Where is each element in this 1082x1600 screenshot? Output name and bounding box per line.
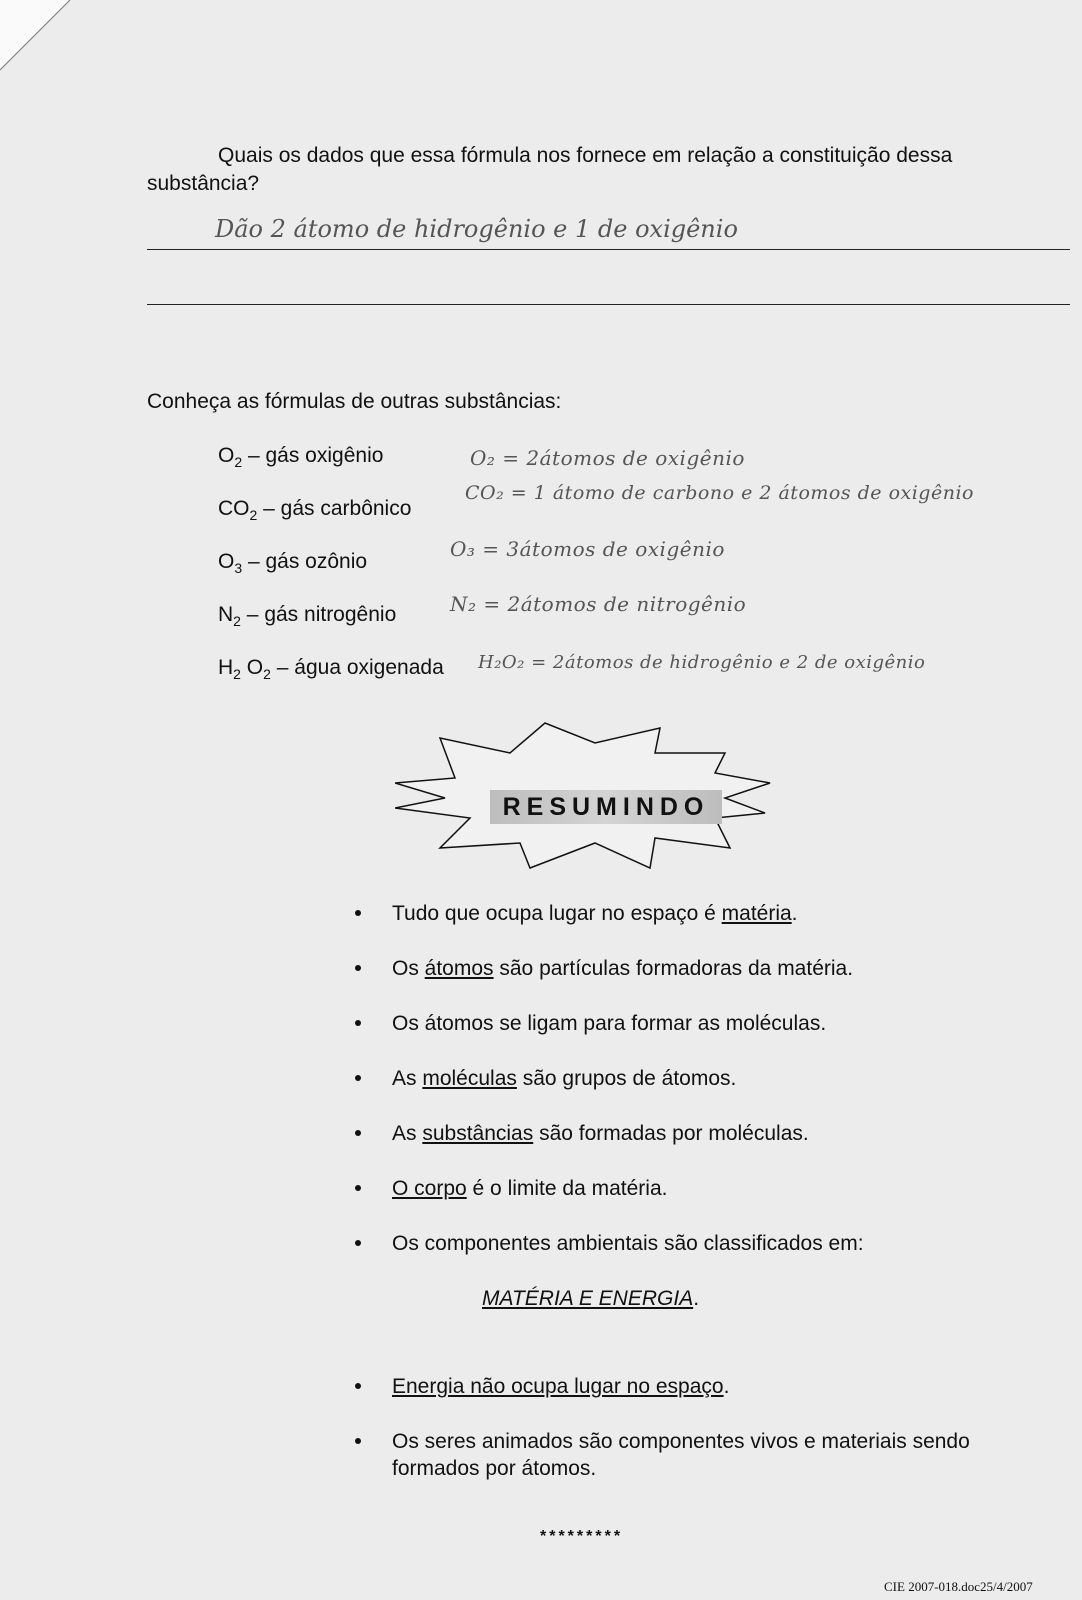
bullet-text-end: . xyxy=(723,1375,730,1398)
bullet-underlined: substâncias xyxy=(422,1122,534,1145)
handwritten-note-o3: O₃ = 3átomos de oxigênio xyxy=(450,537,725,561)
bullet-text-end: é o limite da matéria. xyxy=(466,1177,668,1200)
handwritten-answer: Dão 2 átomo de hidrogênio e 1 de oxigênio xyxy=(215,215,738,243)
footer-doc-id: CIE 2007-018.doc25/4/2007 xyxy=(884,1579,1033,1594)
bullet-text: Os átomos se ligam para formar as moléculas. xyxy=(392,1012,827,1035)
formula-name: – gás oxigênio xyxy=(242,444,384,467)
bullet-dot xyxy=(355,965,361,971)
bullet-dot xyxy=(355,1185,361,1191)
bullet-text: Os xyxy=(392,957,425,980)
formula-symbol: H xyxy=(218,656,234,679)
formula-row-o2 xyxy=(218,444,383,470)
bullet-text: Os seres animados são componentes vivos e materiais sendo formados por átomos. xyxy=(392,1430,970,1480)
bullet-dot xyxy=(355,1130,361,1136)
answer-line-1 xyxy=(147,249,1070,250)
question-line-2: substância? xyxy=(147,172,260,195)
bullet-text-end: são formadas por moléculas. xyxy=(533,1122,809,1145)
formula-symbol-2: O xyxy=(240,656,264,679)
bullet-underlined: O corpo xyxy=(392,1177,467,1200)
bullet-dot xyxy=(355,1075,361,1081)
matter-energy-text: MATÉRIA E ENERGIA xyxy=(482,1287,694,1310)
formula-subscript: 2 xyxy=(233,666,241,683)
formula-row-o3 xyxy=(218,550,367,576)
bullet-underlined: matéria xyxy=(721,902,792,925)
matter-energy-period: . xyxy=(693,1287,700,1310)
summary-title: RESUMINDO xyxy=(490,790,722,824)
handwritten-note-n2: N₂ = 2átomos de nitrogênio xyxy=(450,592,747,616)
bullet-text-end: . xyxy=(791,902,798,925)
formula-subscript: 2 xyxy=(249,507,258,524)
bullet-text: As xyxy=(392,1122,423,1145)
formula-symbol: O xyxy=(218,444,235,467)
handwritten-note-co2: CO₂ = 1 átomo de carbono e 2 átomos de oxigênio xyxy=(465,482,974,504)
formula-symbol: CO xyxy=(218,497,250,520)
torn-corner xyxy=(0,0,80,80)
end-stars: ********* xyxy=(540,1528,624,1545)
question-line-1: Quais os dados que essa fórmula nos fornece em relação a constituição dessa xyxy=(218,144,953,167)
bullet-dot xyxy=(355,910,361,916)
bullet-text: Os componentes ambientais são classificados em: xyxy=(392,1232,864,1255)
bullet-dot xyxy=(355,1438,361,1444)
formula-row-n2 xyxy=(218,603,396,629)
formula-subscript: 3 xyxy=(234,560,243,577)
formula-name: – gás ozônio xyxy=(242,550,368,573)
formula-name: – gás carbônico xyxy=(257,497,412,520)
bullet-underlined: moléculas xyxy=(422,1067,517,1090)
bullet-text-end: são grupos de átomos. xyxy=(516,1067,737,1090)
formula-symbol: N xyxy=(218,603,234,626)
bullet-dot xyxy=(355,1240,361,1246)
bullet-text: Tudo que ocupa lugar no espaço é xyxy=(392,902,722,925)
handwritten-note-h2o2: H₂O₂ = 2átomos de hidrogênio e 2 de oxigênio xyxy=(478,652,926,673)
bullet-dot xyxy=(355,1383,361,1389)
formula-subscript-2: 2 xyxy=(263,666,271,683)
bullet-dot xyxy=(355,1020,361,1026)
bullet-underlined: Energia não ocupa lugar no espaço xyxy=(392,1375,724,1398)
formula-name: – gás nitrogênio xyxy=(240,603,397,626)
formula-row-co2 xyxy=(218,497,411,523)
answer-line-2 xyxy=(147,304,1070,305)
matter-energy-line xyxy=(482,1287,699,1311)
formula-subscript: 2 xyxy=(233,613,241,630)
handwritten-note-o2: O₂ = 2átomos de oxigênio xyxy=(470,446,745,470)
formula-subscript: 2 xyxy=(234,454,243,471)
bullet-underlined: átomos xyxy=(424,957,494,980)
formula-symbol: O xyxy=(218,550,235,573)
formula-name: – água oxigenada xyxy=(270,656,444,679)
bullet-text: As xyxy=(392,1067,423,1090)
bullet-text-end: são partículas formadoras da matéria. xyxy=(493,957,854,980)
formulas-intro: Conheça as fórmulas de outras substâncias: xyxy=(147,390,562,413)
formula-row-h2o2 xyxy=(218,656,444,682)
